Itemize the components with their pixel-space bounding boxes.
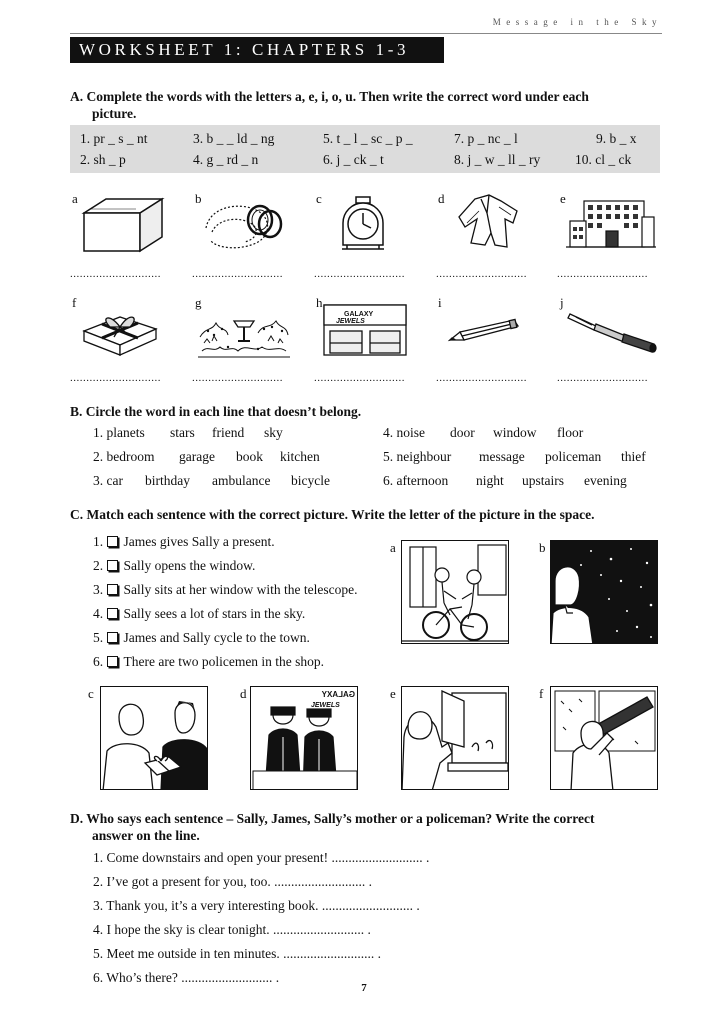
- picture-letter: e: [390, 686, 396, 701]
- word-choice[interactable]: 6. afternoon: [383, 473, 449, 488]
- picture-stars: [550, 540, 658, 644]
- picture-present: [100, 686, 208, 790]
- picture-telescope: [550, 686, 658, 790]
- worksheet-title: WORKSHEET 1: CHAPTERS 1-3: [70, 37, 444, 63]
- picture-letter: d: [438, 191, 445, 206]
- word-choice[interactable]: 3. car: [93, 473, 123, 488]
- box-icon: [78, 195, 168, 257]
- svg-text:GALAXY: GALAXY: [321, 690, 355, 699]
- answer-checkbox[interactable]: [107, 560, 118, 571]
- picture-letter: e: [560, 191, 566, 206]
- picture-policemen: [250, 686, 358, 790]
- answer-checkbox[interactable]: [107, 656, 118, 667]
- answer-checkbox[interactable]: [107, 584, 118, 595]
- word-choice[interactable]: ambulance: [212, 473, 271, 488]
- giving-present-icon: [101, 687, 208, 790]
- word-choice[interactable]: 1. planets: [93, 425, 145, 440]
- word-puzzle: 10. cl _ ck: [575, 152, 632, 167]
- speaker-item[interactable]: 1. Come downstairs and open your present! ........................... .: [93, 850, 430, 865]
- answer-checkbox[interactable]: [107, 536, 118, 547]
- section-d-instruction: [70, 810, 660, 844]
- word-choice[interactable]: garage: [179, 449, 215, 464]
- match-item: 1. James gives Sally a present.: [93, 534, 275, 549]
- word-choice[interactable]: stars: [170, 425, 195, 440]
- clock-icon: [338, 195, 388, 253]
- word-choice[interactable]: bicycle: [291, 473, 330, 488]
- picture-letter: d: [240, 686, 247, 701]
- picture-letter: c: [88, 686, 94, 701]
- match-item: 3. Sally sits at her window with the telescope.: [93, 582, 358, 597]
- jewellery-icon: [200, 198, 286, 256]
- word-choice[interactable]: 2. bedroom: [93, 449, 155, 464]
- header-rule: [70, 33, 662, 34]
- answer-line[interactable]: ............................: [557, 268, 648, 280]
- word-choice[interactable]: 4. noise: [383, 425, 425, 440]
- picture-letter: f: [72, 295, 77, 310]
- picture-letter: a: [390, 540, 396, 555]
- word-choice[interactable]: upstairs: [522, 473, 564, 488]
- picture-cycling: [401, 540, 509, 644]
- word-choice[interactable]: window: [493, 425, 537, 440]
- section-d-instruction-line1: D. Who says each sentence – Sally, James, Sally’s mother or a policeman? Write the correct: [70, 811, 595, 826]
- picture-letter: g: [195, 295, 202, 310]
- word-choice[interactable]: kitchen: [280, 449, 320, 464]
- running-title: Message in the Sky: [492, 17, 662, 27]
- word-puzzle: 9. b _ x: [596, 131, 637, 146]
- shop-icon: [322, 301, 408, 359]
- match-item: 4. Sally sees a lot of stars in the sky.: [93, 606, 306, 621]
- bicycle-scene-icon: [402, 541, 509, 644]
- picture-letter: c: [316, 191, 322, 206]
- picture-letter: i: [438, 295, 442, 310]
- answer-checkbox[interactable]: [107, 608, 118, 619]
- pencil-icon: [446, 318, 524, 344]
- word-puzzle: 7. p _ nc _ l: [454, 131, 518, 146]
- telescope-scene-icon: [551, 687, 658, 790]
- picture-letter: b: [195, 191, 202, 206]
- word-choice[interactable]: policeman: [545, 449, 602, 464]
- speaker-item[interactable]: 5. Meet me outside in ten minutes. ........................... .: [93, 946, 381, 961]
- word-choice[interactable]: message: [479, 449, 525, 464]
- present-icon: [80, 305, 160, 357]
- answer-line[interactable]: ............................: [436, 372, 527, 384]
- word-puzzle: 1. pr _ s _ nt: [80, 131, 148, 146]
- garden-icon: [198, 307, 290, 359]
- picture-letter: j: [560, 295, 564, 310]
- section-a-instruction: [70, 88, 660, 122]
- word-choice[interactable]: friend: [212, 425, 245, 440]
- word-choice[interactable]: birthday: [145, 473, 190, 488]
- svg-text:JEWELS: JEWELS: [311, 702, 340, 709]
- speaker-item[interactable]: 3. Thank you, it’s a very interesting book. ........................... .: [93, 898, 420, 913]
- word-choice[interactable]: sky: [264, 425, 283, 440]
- speaker-item[interactable]: 6. Who’s there? ........................... .: [93, 970, 280, 985]
- word-puzzle: 2. sh _ p: [80, 152, 126, 167]
- match-item: 2. Sally opens the window.: [93, 558, 256, 573]
- telescope-icon: [566, 306, 660, 354]
- word-choice[interactable]: door: [450, 425, 475, 440]
- section-a-instruction-line1: A. Complete the words with the letters a, e, i, o, u. Then write the correct word under each: [70, 89, 589, 104]
- night-sky-icon: [551, 541, 658, 644]
- word-puzzle: 4. g _ rd _ n: [193, 152, 259, 167]
- svg-text:JEWELS: JEWELS: [336, 318, 365, 325]
- match-item: 6. There are two policemen in the shop.: [93, 654, 325, 669]
- opening-window-icon: [402, 687, 509, 790]
- section-b-instruction: B. Circle the word in each line that doesn’t belong.: [70, 404, 362, 419]
- picture-letter: b: [539, 540, 546, 555]
- jacket-icon: [455, 193, 525, 253]
- match-item: 5. James and Sally cycle to the town.: [93, 630, 310, 645]
- word-puzzle: 8. j _ w _ ll _ ry: [454, 152, 541, 167]
- section-c-instruction: C. Match each sentence with the correct picture. Write the letter of the picture in the space.: [70, 507, 595, 522]
- answer-line[interactable]: ............................: [314, 268, 405, 280]
- answer-line[interactable]: ............................: [436, 268, 527, 280]
- word-choice[interactable]: evening: [584, 473, 627, 488]
- answer-line[interactable]: ............................: [70, 372, 161, 384]
- page-number: 7: [361, 982, 367, 994]
- shop-sign-text: GALAXY: [344, 311, 374, 318]
- answer-line[interactable]: ............................: [192, 268, 283, 280]
- building-icon: [566, 195, 656, 251]
- picture-letter: f: [539, 686, 544, 701]
- speaker-item[interactable]: 2. I’ve got a present for you, too. ........................... .: [93, 874, 372, 889]
- section-d-instruction-line2: answer on the line.: [92, 828, 200, 843]
- section-a-instruction-line2: picture.: [92, 106, 137, 121]
- picture-letter: h: [316, 295, 323, 310]
- speaker-item[interactable]: 4. I hope the sky is clear tonight. ........................... .: [93, 922, 371, 937]
- answer-checkbox[interactable]: [107, 632, 118, 643]
- word-choice[interactable]: night: [476, 473, 504, 488]
- word-puzzle: 6. j _ ck _ t: [323, 152, 384, 167]
- word-choice[interactable]: floor: [557, 425, 584, 440]
- word-choice[interactable]: book: [236, 449, 263, 464]
- picture-window: [401, 686, 509, 790]
- policemen-icon: [251, 687, 358, 790]
- word-puzzle: 3. b _ _ ld _ ng: [193, 131, 275, 146]
- word-choice[interactable]: thief: [621, 449, 646, 464]
- answer-line[interactable]: ............................: [192, 372, 283, 384]
- answer-line[interactable]: ............................: [314, 372, 405, 384]
- picture-letter: a: [72, 191, 78, 206]
- answer-line[interactable]: ............................: [557, 372, 648, 384]
- word-choice[interactable]: 5. neighbour: [383, 449, 452, 464]
- word-puzzle: 5. t _ l _ sc _ p _: [323, 131, 413, 146]
- answer-line[interactable]: ............................: [70, 268, 161, 280]
- word-puzzle-box: [70, 125, 660, 173]
